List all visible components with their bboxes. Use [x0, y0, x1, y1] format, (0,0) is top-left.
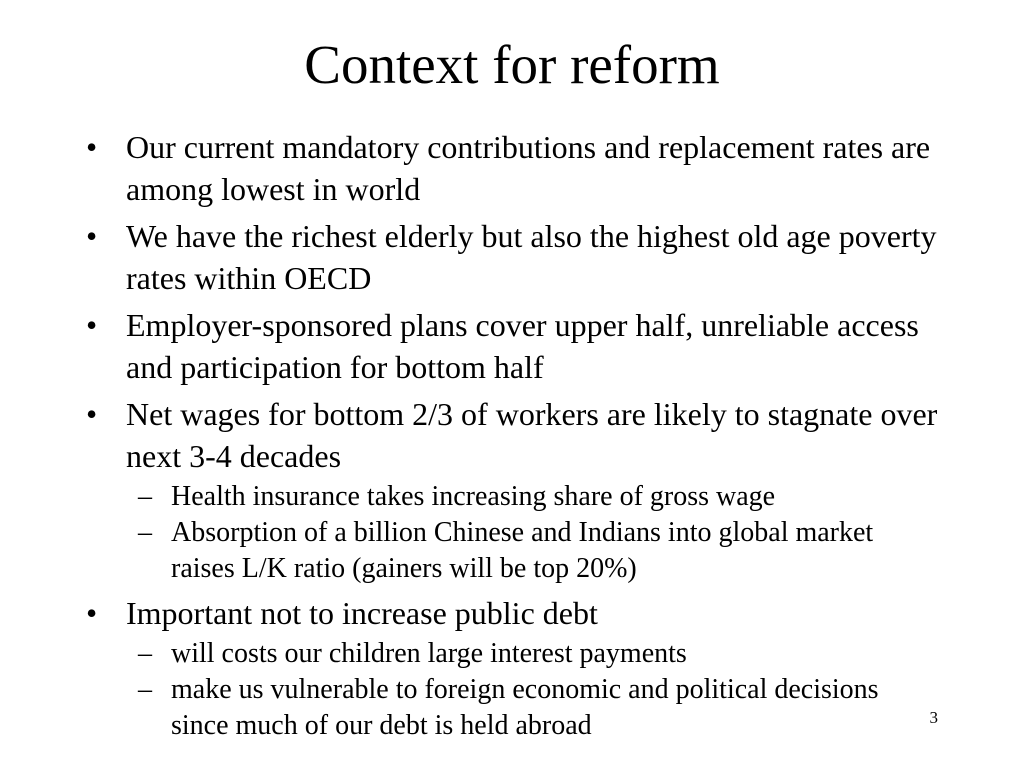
sub-bullet-text: make us vulnerable to foreign economic and political decisions since much of our debt is held abroad: [171, 674, 879, 741]
sub-bullet-item: [126, 479, 931, 515]
bullet-text: Net wages for bottom 2/3 of workers are likely to stagnate over next 3-4 decades: [126, 396, 938, 474]
bullet-marker: •: [86, 307, 98, 343]
bullet-item: [0, 215, 946, 299]
bullet-item: [0, 592, 946, 744]
bullet-item: [0, 393, 946, 587]
sub-bullet-text: will costs our children large interest payments: [171, 638, 687, 669]
sub-bullet-item: [126, 636, 931, 672]
sub-bullet-marker: –: [138, 638, 152, 669]
bullet-item: [0, 304, 946, 388]
bullet-marker: •: [86, 218, 98, 254]
sub-bullet-list: [126, 479, 946, 587]
bullet-list: [0, 126, 1024, 749]
bullet-text: We have the richest elderly but also the highest old age poverty rates within OECD: [126, 218, 937, 296]
sub-bullet-list: [126, 636, 946, 744]
bullet-marker: •: [86, 129, 98, 165]
bullet-text: Employer-sponsored plans cover upper half, unreliable access and participation for bottom half: [126, 307, 919, 385]
bullet-item: [0, 126, 946, 210]
sub-bullet-marker: –: [138, 517, 152, 548]
slide-title: Context for reform: [304, 34, 720, 95]
sub-bullet-item: [126, 515, 931, 587]
bullet-text: Our current mandatory contributions and replacement rates are among lowest in world: [126, 129, 931, 207]
sub-bullet-marker: –: [138, 674, 152, 705]
sub-bullet-text: Absorption of a billion Chinese and Indians into global market raises L/K ratio (gainers will be top 20%): [171, 517, 874, 584]
bullet-text: Important not to increase public debt: [126, 595, 598, 631]
sub-bullet-marker: –: [138, 481, 152, 512]
sub-bullet-text: Health insurance takes increasing share of gross wage: [171, 481, 776, 512]
bullet-marker: •: [86, 396, 98, 432]
page-number: 3: [929, 708, 938, 727]
sub-bullet-item: [126, 672, 931, 744]
bullet-marker: •: [86, 595, 98, 631]
